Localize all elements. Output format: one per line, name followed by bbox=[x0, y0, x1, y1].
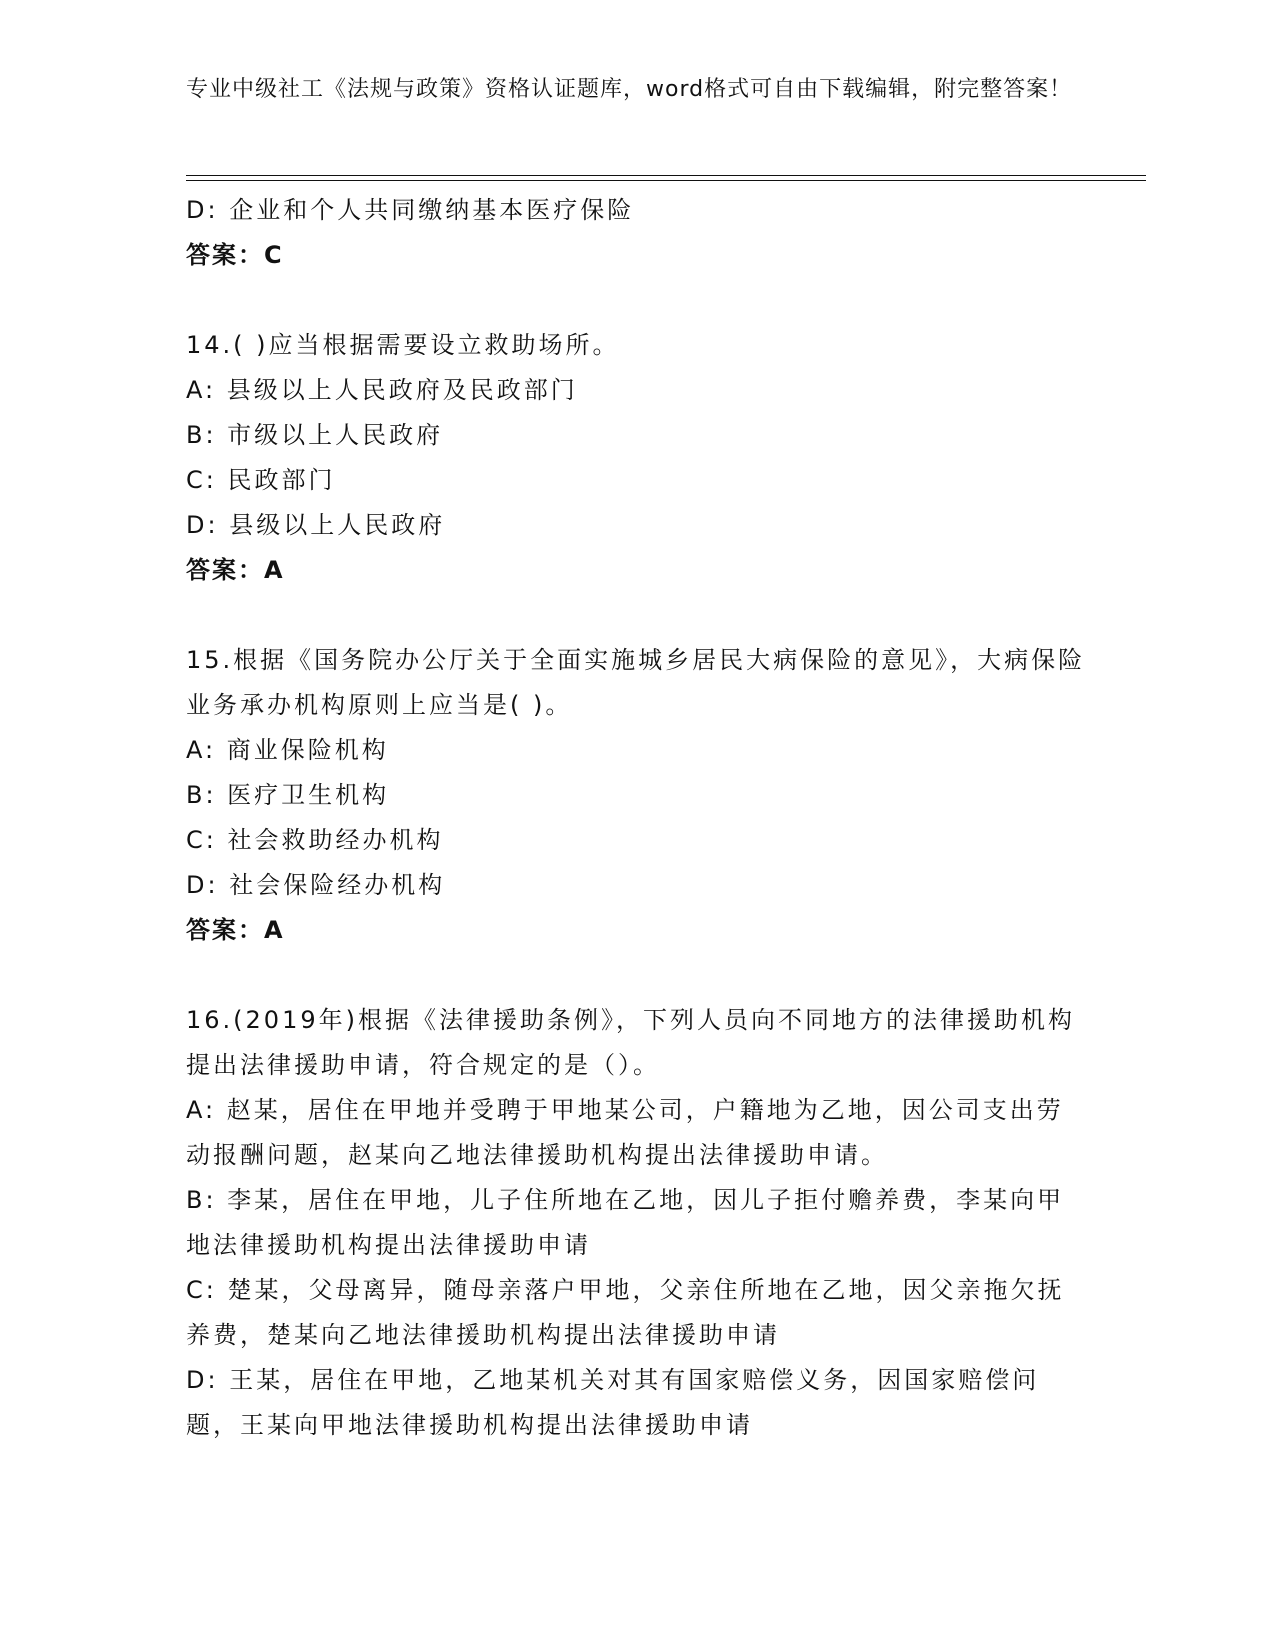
header-divider-top bbox=[186, 175, 1146, 176]
option-d: D: 王某，居住在甲地，乙地某机关对其有国家赔偿义务，因国家赔偿问题，王某向甲地法律援助机构提出法律援助申请 bbox=[186, 1366, 1040, 1439]
question-content bbox=[186, 188, 1086, 1448]
answer-label: 答案：A bbox=[186, 556, 285, 584]
option-b: B: 医疗卫生机构 bbox=[186, 781, 390, 809]
option-c: C: 社会救助经办机构 bbox=[186, 826, 444, 854]
option-d: D: 社会保险经办机构 bbox=[186, 871, 446, 899]
question-stem: 16.(2019年)根据《法律援助条例》，下列人员向不同地方的法律援助机构提出法律援助申请，符合规定的是（）。 bbox=[186, 1006, 1075, 1079]
answer-label: 答案：C bbox=[186, 241, 284, 269]
option-a: A: 县级以上人民政府及民政部门 bbox=[186, 376, 578, 404]
spacer bbox=[186, 953, 1086, 998]
option-b: B: 市级以上人民政府 bbox=[186, 421, 444, 449]
question-15 bbox=[186, 638, 1086, 953]
question-13-tail bbox=[186, 188, 1086, 278]
option-b: B: 李某，居住在甲地，儿子住所地在乙地，因儿子拒付赡养费，李某向甲地法律援助机构提出法律援助申请 bbox=[186, 1186, 1065, 1259]
option-c: C: 民政部门 bbox=[186, 466, 336, 494]
option-a: A: 赵某，居住在甲地并受聘于甲地某公司，户籍地为乙地，因公司支出劳动报酬问题，赵某向乙地法律援助机构提出法律援助申请。 bbox=[186, 1096, 1064, 1169]
question-stem: 14.( )应当根据需要设立救助场所。 bbox=[186, 331, 620, 359]
question-16 bbox=[186, 998, 1086, 1448]
question-14 bbox=[186, 323, 1086, 593]
option-a: A: 商业保险机构 bbox=[186, 736, 389, 764]
question-stem: 15.根据《国务院办公厅关于全面实施城乡居民大病保险的意见》，大病保险业务承办机构原则上应当是( )。 bbox=[186, 646, 1086, 719]
spacer bbox=[186, 593, 1086, 638]
spacer bbox=[186, 278, 1086, 323]
option-d: D: 企业和个人共同缴纳基本医疗保险 bbox=[186, 196, 635, 224]
option-d: D: 县级以上人民政府 bbox=[186, 511, 446, 539]
answer-label: 答案：A bbox=[186, 916, 285, 944]
option-c: C: 楚某，父母离异，随母亲落户甲地，父亲住所地在乙地，因父亲拖欠抚养费，楚某向乙地法律援助机构提出法律援助申请 bbox=[186, 1276, 1065, 1349]
header-divider-bottom bbox=[186, 180, 1146, 181]
document-header: 专业中级社工《法规与政策》资格认证题库，word格式可自由下载编辑，附完整答案！ bbox=[186, 77, 1073, 102]
